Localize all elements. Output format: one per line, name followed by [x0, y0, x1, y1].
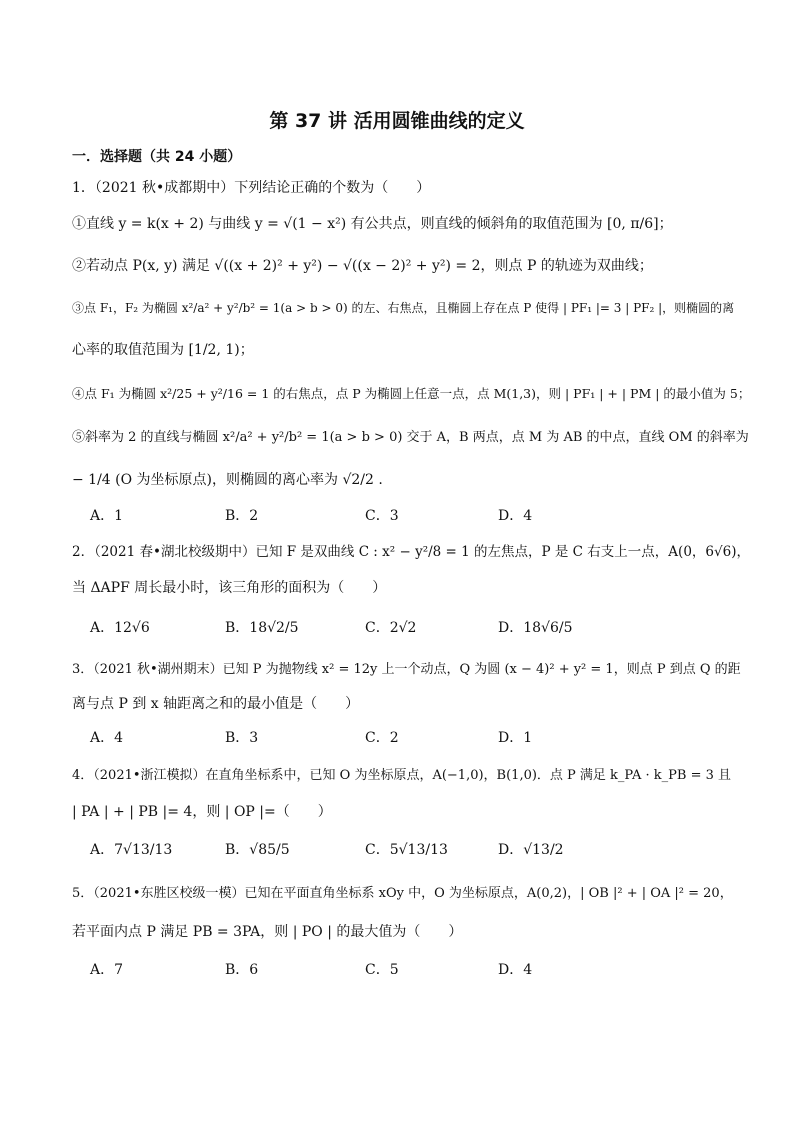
q1-statement-1: ①直线 y = k(x + 2) 与曲线 y = √(1 − x²) 有公共点，则直线的倾斜角的取值范围为 [0, π/6]；: [72, 216, 673, 232]
option-a: A．1: [90, 508, 124, 524]
page-title: 第 37 讲 活用圆锥曲线的定义: [269, 110, 525, 132]
q4-stem-cont: | PA | + | PB |= 4，则 | OP |=（ ）: [72, 804, 332, 820]
q4-options: [90, 840, 690, 868]
q3-stem-cont: 离与点 P 到 x 轴距离之和的最小值是（ ）: [72, 696, 360, 712]
option-a: A．12√6: [90, 620, 150, 636]
q1-statement-3: ③点 F₁，F₂ 为椭圆 x²/a² + y²/b² = 1(a > b > 0) 的左、右焦点，且椭圆上存在点 P 使得 | PF₁ |= 3 | PF₂ |，则椭圆的离: [72, 301, 735, 315]
q1-statement-5: ⑤斜率为 2 的直线与椭圆 x²/a² + y²/b² = 1(a > b > 0) 交于 A，B 两点，点 M 为 AB 的中点，直线 OM 的斜率为: [72, 430, 749, 445]
q2-stem-cont: 当 ΔAPF 周长最小时，该三角形的面积为（ ）: [72, 580, 387, 596]
option-c: C．5: [365, 962, 399, 978]
option-c: C．5√13/13: [365, 842, 448, 858]
option-a: A．7√13/13: [90, 842, 173, 858]
option-a: A．7: [90, 962, 124, 978]
option-d: D．4: [498, 508, 533, 524]
q1-stem: 1．（2021 秋•成都期中）下列结论正确的个数为（ ）: [72, 180, 431, 196]
q1-statement-2: ②若动点 P(x, y) 满足 √((x + 2)² + y²) − √((x − 2)² + y²) = 2，则点 P 的轨迹为双曲线；: [72, 258, 653, 274]
option-d: D．√13/2: [498, 842, 564, 858]
option-c: C．2: [365, 730, 399, 746]
q5-stem-cont: 若平面内点 P 满足 PB = 3PA，则 | PO | 的最大值为（ ）: [72, 924, 463, 940]
q5-stem: 5．（2021•东胜区校级一模）已知在平面直角坐标系 xOy 中，O 为坐标原点，A(0,2)，| OB |² + | OA |² = 20，: [72, 886, 733, 901]
q1-statement-3-cont: 心率的取值范围为 [1/2, 1)；: [72, 342, 254, 358]
q3-stem: 3．（2021 秋•湖州期末）已知 P 为抛物线 x² = 12y 上一个动点，Q 为圆 (x − 4)² + y² = 1，则点 P 到点 Q 的距: [72, 662, 741, 677]
option-b: B．6: [225, 962, 259, 978]
q4-stem: 4．（2021•浙江模拟）在直角坐标系中，已知 O 为坐标原点，A(−1,0)，B(1,0)．点 P 满足 k_PA · k_PB = 3 且: [72, 768, 732, 783]
option-c: C．2√2: [365, 620, 417, 636]
option-a: A．4: [90, 730, 124, 746]
section-heading: 一．选择题（共 24 小题）: [72, 149, 242, 165]
option-d: D．18√6/5: [498, 620, 573, 636]
option-d: D．4: [498, 962, 533, 978]
option-c: C．3: [365, 508, 399, 524]
q2-stem: 2．（2021 春•湖北校级期中）已知 F 是双曲线 C : x² − y²/8 = 1 的左焦点，P 是 C 右支上一点，A(0，6√6)，: [72, 544, 750, 560]
q5-options: [90, 960, 690, 988]
option-b: B．3: [225, 730, 259, 746]
option-b: B．√85/5: [225, 842, 290, 858]
q1-statement-5-cont: − 1/4 (O 为坐标原点)，则椭圆的离心率为 √2/2 .: [72, 472, 383, 488]
q1-statement-4: ④点 F₁ 为椭圆 x²/25 + y²/16 = 1 的右焦点，点 P 为椭圆上任意一点，点 M(1,3)，则 | PF₁ | + | PM | 的最小值为 5；: [72, 386, 751, 401]
q3-options: [90, 728, 690, 756]
q2-options: [90, 618, 690, 646]
q1-options: [90, 506, 690, 534]
option-d: D．1: [498, 730, 533, 746]
option-b: B．18√2/5: [225, 620, 299, 636]
option-b: B．2: [225, 508, 259, 524]
